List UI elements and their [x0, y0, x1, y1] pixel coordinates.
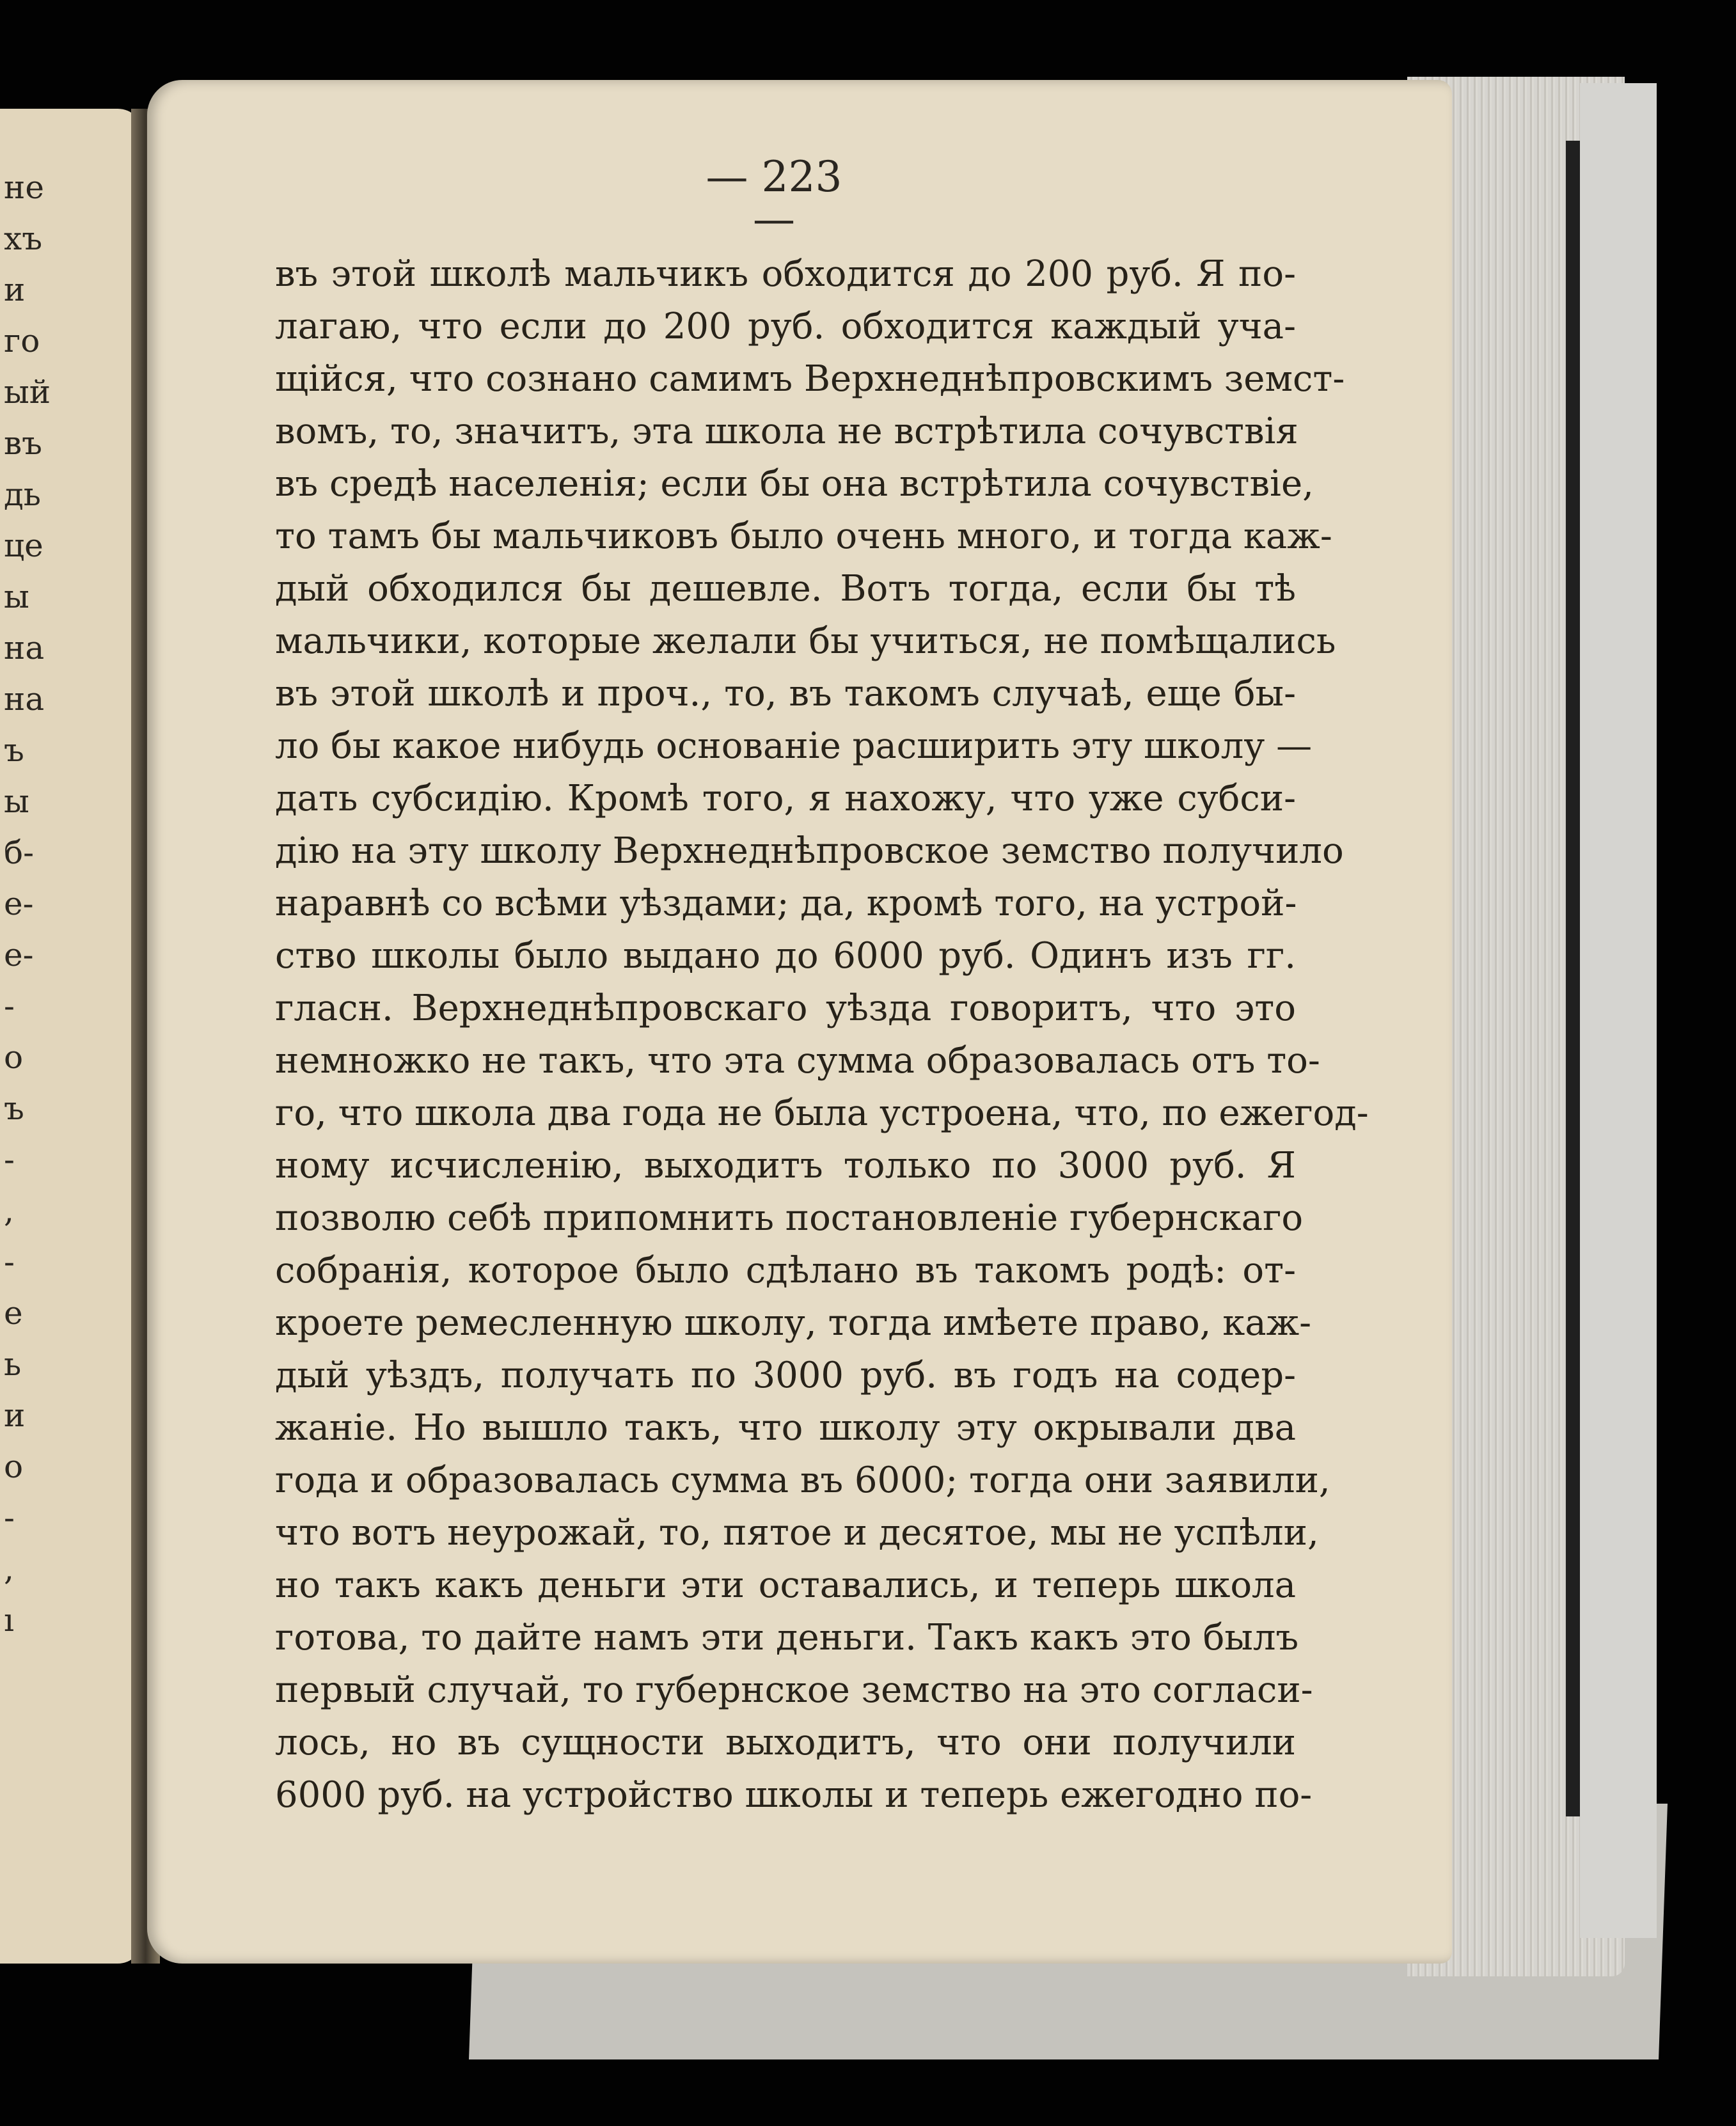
text-line: въ средѣ населенія; если бы она встрѣтила сочувствіе, — [275, 463, 1314, 505]
text-line: 6000 руб. на устройство школы и теперь ежегодно по- — [275, 1774, 1313, 1816]
text-line: въ этой школѣ и проч., то, въ такомъ случаѣ, еще бы- — [275, 673, 1296, 714]
text-line: ному исчисленію, выходитъ только по 3000 руб. Я — [275, 1145, 1296, 1186]
left-page — [0, 109, 143, 1964]
left-page-fragment: , — [4, 1550, 14, 1587]
left-page-fragment: дь — [4, 476, 42, 513]
text-line: лагаю, что если до 200 руб. обходится каждый уча- — [275, 306, 1296, 347]
text-line: наравнѣ со всѣми уѣздами; да, кромѣ того, на устрой- — [275, 883, 1297, 924]
text-line: вомъ, то, значитъ, эта школа не встрѣтила сочувствія — [275, 411, 1298, 452]
left-page-fragment: на — [4, 681, 45, 718]
text-line: то тамъ бы мальчиковъ было очень много, и тогда каж- — [275, 516, 1332, 557]
text-line: дію на эту школу Верхнеднѣпровское земство получило — [275, 830, 1344, 872]
left-page-fragment: на — [4, 629, 45, 666]
text-line: года и образовалась сумма въ 6000; тогда они заявили, — [275, 1460, 1330, 1501]
body-text — [275, 248, 1369, 1822]
text-line: лось, но въ сущности выходитъ, что они получили — [275, 1722, 1296, 1763]
text-line: въ этой школѣ мальчикъ обходится до 200 руб. Я по- — [275, 253, 1296, 295]
left-page-fragment: ый — [4, 374, 51, 411]
text-line: позволю себѣ припомнить постановленіе губернскаго — [275, 1197, 1304, 1239]
text-line: гласн. Верхнеднѣпровскаго уѣзда говоритъ, что это — [275, 988, 1296, 1029]
left-page-fragment: - — [4, 1243, 15, 1280]
page-number: — 223 — — [706, 152, 842, 244]
left-page-fragment: го — [4, 322, 40, 359]
left-page-fragment: ы — [4, 783, 29, 820]
text-line: готова, то дайте намъ эти деньги. Такъ какъ это былъ — [275, 1617, 1299, 1658]
text-line: дый уѣздъ, получать по 3000 руб. въ годъ на содер- — [275, 1355, 1296, 1396]
left-page-fragment: хъ — [4, 220, 43, 257]
text-line: мальчики, которые желали бы учиться, не помѣщались — [275, 620, 1336, 662]
left-page-fragment: е — [4, 1295, 23, 1332]
text-line: но такъ какъ деньги эти оставались, и теперь школа — [275, 1564, 1296, 1606]
left-page-fragment: и — [4, 271, 26, 308]
text-line: дать субсидію. Кромѣ того, я нахожу, что уже субси- — [275, 778, 1296, 819]
left-page-fragment: ы — [4, 578, 29, 615]
left-page-fragment: ъ — [4, 1090, 24, 1127]
cover-shadow — [1566, 141, 1580, 1816]
left-page-fragment: ъ — [4, 732, 24, 769]
left-page-fragment: б- — [4, 834, 34, 871]
text-line: ло бы какое нибудь основаніе расширить эту школу — — [275, 725, 1313, 767]
left-page-fragment: е- — [4, 936, 34, 973]
left-page-fragment: - — [4, 1499, 15, 1536]
text-line: первый случай, то губернское земство на это согласи- — [275, 1669, 1313, 1711]
left-page-fragment: е- — [4, 885, 34, 922]
text-line: немножко не такъ, что эта сумма образовалась отъ то- — [275, 1040, 1320, 1082]
left-page-fragment: - — [4, 988, 15, 1025]
text-line: щійся, что сознано самимъ Верхнеднѣпровскимъ земст- — [275, 358, 1345, 400]
text-line: дый обходился бы дешевле. Вотъ тогда, если бы тѣ — [275, 568, 1296, 610]
left-page-fragment: ı — [4, 1602, 14, 1639]
left-page-fragment: о — [4, 1448, 24, 1485]
left-page-fragment: не — [4, 169, 44, 206]
text-line: кроете ремесленную школу, тогда имѣете право, каж- — [275, 1302, 1312, 1344]
left-page-fragment: въ — [4, 425, 42, 462]
text-line: жаніе. Но вышло такъ, что школу эту окрывали два — [275, 1407, 1296, 1449]
text-line: го, что школа два года не была устроена, что, по ежегод- — [275, 1092, 1369, 1134]
text-line: собранія, которое было сдѣлано въ такомъ родѣ: от- — [275, 1250, 1296, 1291]
book-cover-side — [1580, 83, 1657, 1938]
left-page-fragment: це — [4, 527, 43, 564]
text-line: что вотъ неурожай, то, пятое и десятое, мы не успѣли, — [275, 1512, 1319, 1554]
left-page-fragment: и — [4, 1397, 26, 1434]
left-page-fragment: ь — [4, 1346, 22, 1383]
text-line: ство школы было выдано до 6000 руб. Одинъ изъ гг. — [275, 935, 1296, 977]
left-page-fragment: о — [4, 1039, 24, 1076]
left-page-fragment: - — [4, 1141, 15, 1178]
left-page-fragment: , — [4, 1192, 14, 1229]
